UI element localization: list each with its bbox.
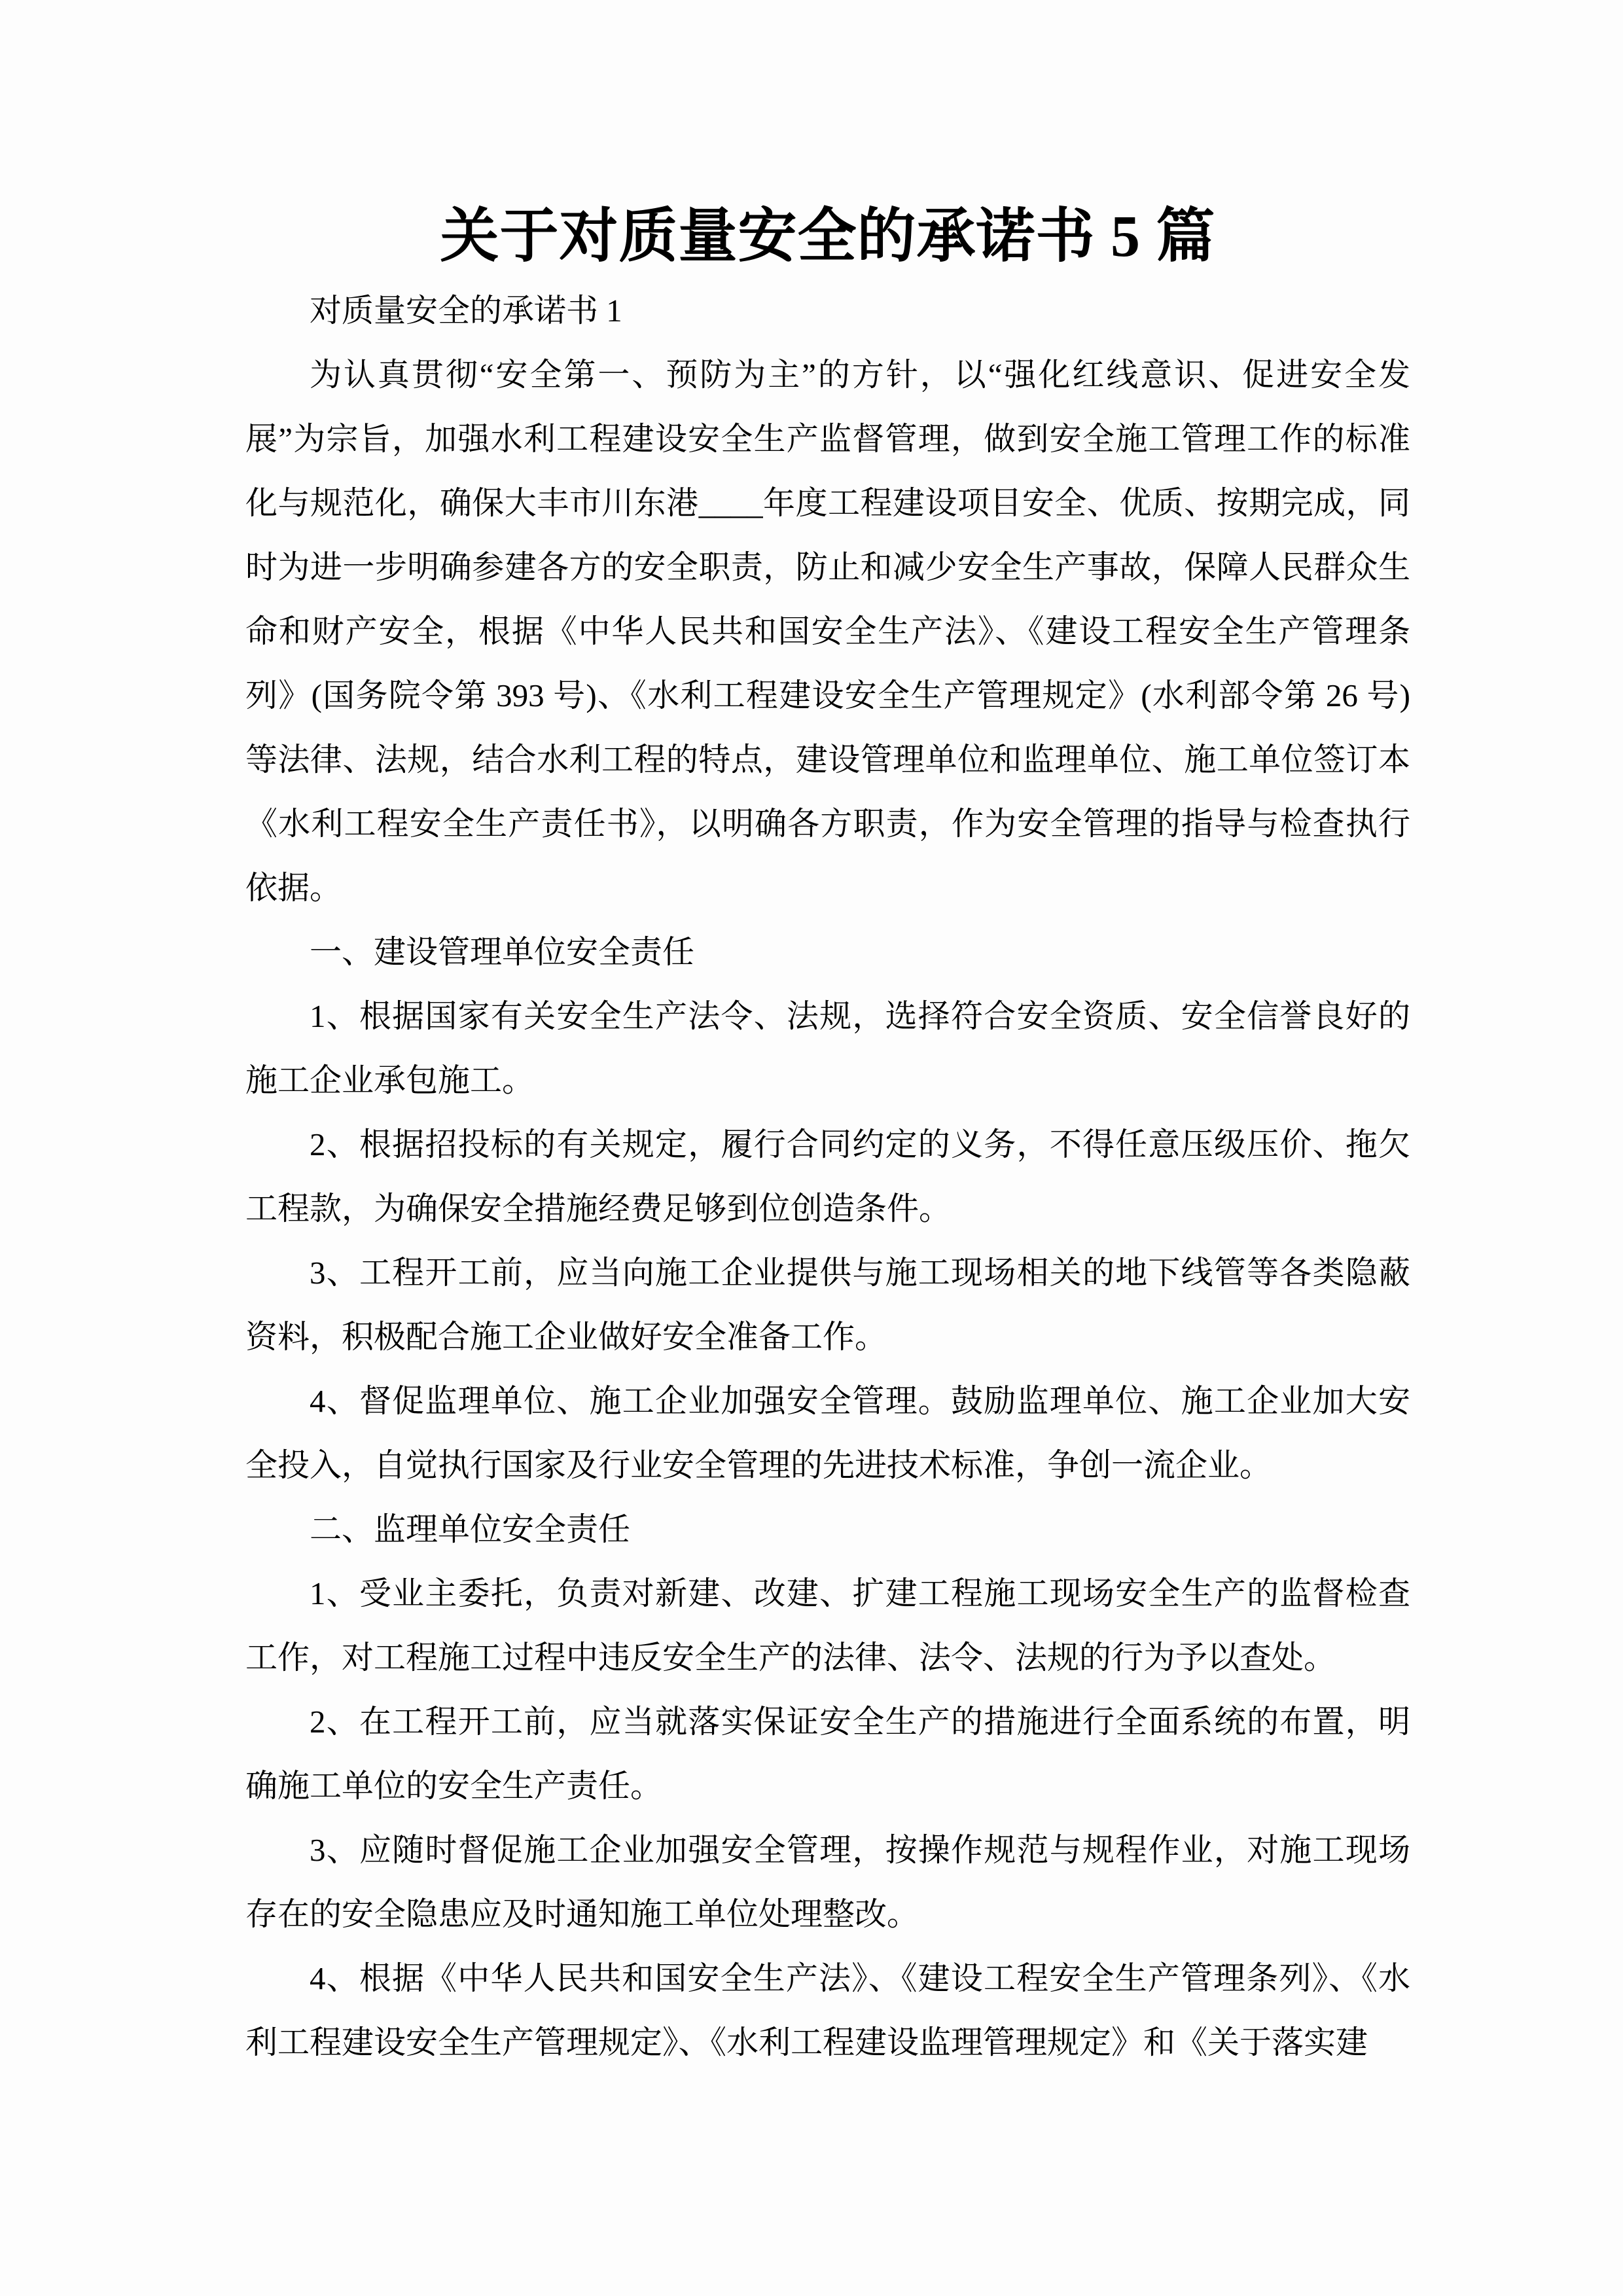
paragraph: 二、监理单位安全责任 <box>310 1511 631 1547</box>
paragraph: 1、受业主委托，负责对新建、改建、扩建工程施工现场安全生产的监督检查工作，对工程施工过程中违反安全生产的法律、法令、法规的行为予以查处。 <box>245 1575 1410 1676</box>
paragraph: 3、工程开工前，应当向施工企业提供与施工现场相关的地下线管等各类隐蔽资料，积极配合施工企业做好安全准备工作。 <box>245 1255 1410 1355</box>
document-body <box>245 279 1410 2075</box>
paragraph: 3、应随时督促施工企业加强安全管理，按操作规范与规程作业，对施工现场存在的安全隐患应及时通知施工单位处理整改。 <box>245 1832 1410 1932</box>
paragraph: 2、根据招投标的有关规定，履行合同约定的义务，不得任意压级压价、拖欠工程款，为确保安全措施经费足够到位创造条件。 <box>245 1126 1410 1227</box>
paragraph: 4、根据《中华人民共和国安全生产法》、《建设工程安全生产管理条列》、《水利工程建设安全生产管理规定》、《水利工程建设监理管理规定》和《关于落实建 <box>245 1960 1410 2060</box>
paragraph: 4、督促监理单位、施工企业加强安全管理。鼓励监理单位、施工企业加大安全投入，自觉执行国家及行业安全管理的先进技术标准，争创一流企业。 <box>245 1383 1410 1483</box>
paragraph: 一、建设管理单位安全责任 <box>310 934 695 970</box>
paragraph: 1、根据国家有关安全生产法令、法规，选择符合安全资质、安全信誉良好的施工企业承包施工。 <box>245 998 1410 1098</box>
document-title: 关于对质量安全的承诺书 5 篇 <box>440 204 1216 269</box>
paragraph: 为认真贯彻“安全第一、预防为主”的方针，以“强化红线意识、促进安全发展”为宗旨，加强水利工程建设安全生产监督管理，做到安全施工管理工作的标准化与规范化，确保大丰市川东港____年度工程建设项目安全、优质、按期完成，同时为进一步明确参建各方的安全职责，防止和减少安全生产事故，保障人民群众生命和财产安全，根据《中华人民共和国安全生产法》、《建设工程安全生产管理条列》(国务院令第 393 号)、《水利工程建设安全生产管理规定》(水利部令第 26 号)等法律、法规，结合水利工程的特点，建设管理单位和监理单位、施工单位签订本《水利工程安全生产责任书》，以明确各方职责，作为安全管理的指导与检查执行依据。 <box>245 357 1410 906</box>
paragraph: 对质量安全的承诺书 1 <box>310 293 622 329</box>
paragraph: 2、在工程开工前，应当就落实保证安全生产的措施进行全面系统的布置，明确施工单位的安全生产责任。 <box>245 1704 1410 1804</box>
